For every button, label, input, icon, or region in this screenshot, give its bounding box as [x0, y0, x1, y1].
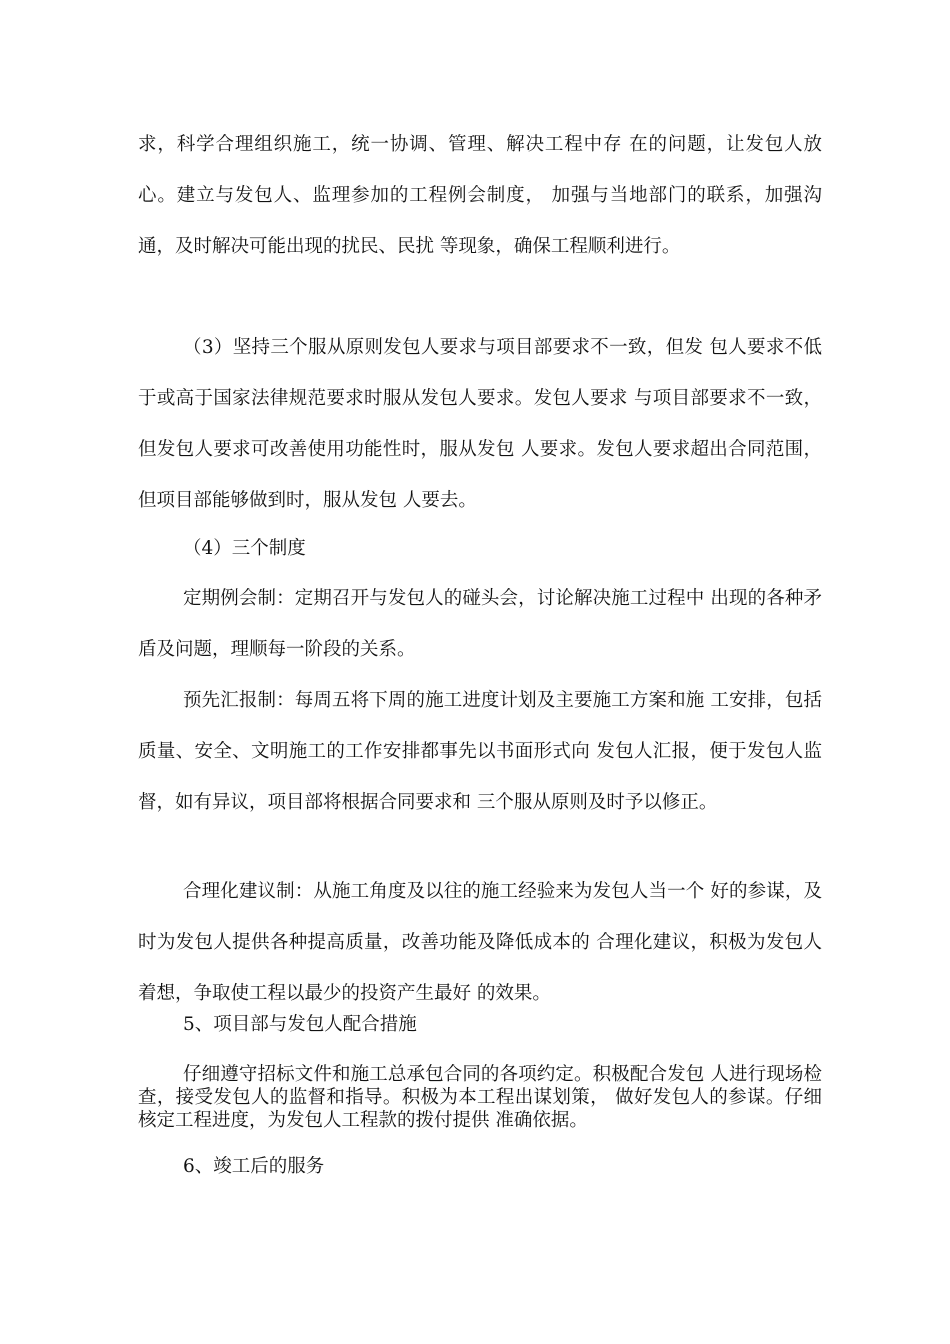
paragraph-continuation: 求，科学合理组织施工，统一协调、管理、解决工程中存 在的问题，让发包人放心。建立与发包人、监理参加的工程例会制度， 加强与当地部门的联系，加强沟通，及时解决可能出现的扰民、民扰 等现象，确保工程顺利进行。: [138, 134, 822, 257]
paragraph-regular-meeting: 定期例会制：定期召开与发包人的碰头会，讨论解决施工过程中 出现的各种矛盾及问题，理顺每一阶段的关系。: [138, 588, 822, 660]
paragraph-three-obey-principle: （3）坚持三个服从原则发包人要求与项目部要求不一致，但发 包人要求不低于或高于国家法律规范要求时服从发包人要求。发包人要求 与项目部要求不一致，但发包人要求可改善使用功能性时，服从发包 人要求。发包人要求超出合同范围，但项目部能够做到时，服从发包 人要去。: [138, 337, 822, 511]
paragraph-cooperation-measures: 仔细遵守招标文件和施工总承包合同的各项约定。积极配合发包 人进行现场检查，接受发包人的监督和指导。积极为本工程出谋划策， 做好发包人的参谋。仔细核定工程进度，为发包人工程款的拨付提供 准确依据。: [138, 1064, 822, 1131]
heading-section-5: 5、项目部与发包人配合措施: [183, 1014, 417, 1035]
heading-section-6: 6、竣工后的服务: [183, 1156, 325, 1177]
heading-three-systems: （4）三个制度: [183, 538, 306, 559]
paragraph-rationalization: 合理化建议制：从施工角度及以往的施工经验来为发包人当一个 好的参谋，及时为发包人提供各种提高质量，改善功能及降低成本的 合理化建议，积极为发包人着想，争取使工程以最少的投资产生最好 的效果。: [138, 881, 822, 1004]
paragraph-advance-report: 预先汇报制：每周五将下周的施工进度计划及主要施工方案和施 工安排，包括质量、安全、文明施工的工作安排都事先以书面形式向 发包人汇报，便于发包人监督，如有异议，项目部将根据合同要求和 三个服从原则及时予以修正。: [138, 690, 822, 813]
